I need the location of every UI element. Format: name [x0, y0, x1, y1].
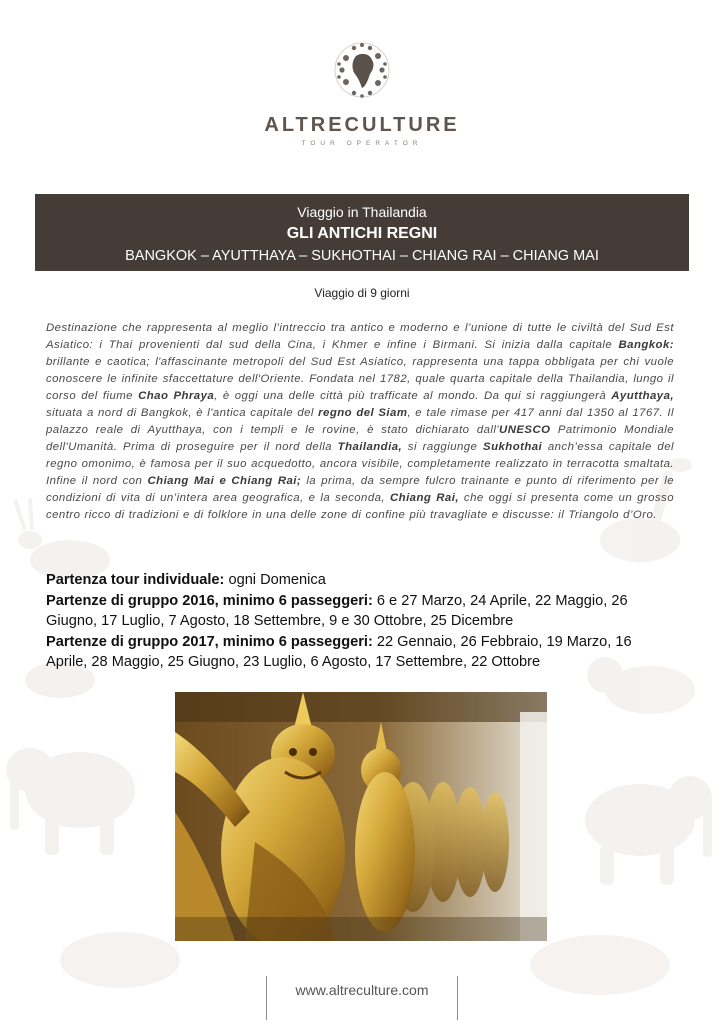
description-text: Destinazione che rappresenta al meglio l’intreccio tra antico e moderno e l’unione di tutte le civiltà del Sud Est Asiatico: i Thai provenienti dal sud della Cina, i Khmer e infine i Birmani. Si inizia dalla capitale: [46, 322, 674, 351]
description-text: brillante e caotica; l'affascinante metropoli del Sud Est Asiatico, rappresenta una tappa obbligata per chi vuole conoscere le infinite sfaccettature dell'Oriente. Fondata nel 1782, quale quarta capitale della Thailandia, lungo il corso del fiume: [46, 356, 674, 402]
description-text: , è oggi una delle città più trafficate al mondo. Da qui si raggiungerà: [214, 390, 612, 402]
departures-section: [46, 570, 676, 673]
elephant-watermark-icon: [6, 748, 135, 855]
title-banner: [35, 194, 689, 271]
description-highlight: UNESCO: [499, 424, 551, 436]
temple-garuda-photo: [175, 692, 547, 941]
description-highlight: regno del Siam: [318, 407, 408, 419]
departure-dates: 22 Gennaio, 26 Febbraio, 19 Marzo, 16 Aprile, 28 Maggio, 25 Giugno, 23 Luglio, 6 Agosto, 17 Settembre, 22 Ottobre: [46, 633, 632, 670]
description-text: , e tale rimase per 417 anni dal 1350 al 1767. Il palazzo reale di Ayutthaya, con i templi e le rovine, è stato dichiarato dall': [46, 407, 674, 436]
departure-line: [46, 591, 676, 632]
description-paragraph: [46, 320, 674, 524]
website-link[interactable]: www.altreculture.com: [295, 982, 429, 998]
departure-line: [46, 632, 676, 673]
departure-label: Partenze di gruppo 2016, minimo 6 passeggeri:: [46, 592, 373, 609]
description-highlight: Chiang Mai e Chiang Rai;: [147, 475, 302, 487]
elephant-watermark-icon: [585, 776, 712, 885]
description-text: che oggi si presenta come un grosso centro ricco di tradizioni e di folklore in una delle zone di confine più travagliate e discusse: il Triangolo d’Oro.: [46, 492, 674, 521]
route-line: BANGKOK – AYUTTHAYA – SUKHOTHAI – CHIANG RAI – CHIANG MAI: [125, 248, 599, 264]
description-highlight: Ayutthaya,: [611, 390, 674, 402]
description-text: anch’essa capitale del regno omonimo, è famosa per il suo acquedotto, ancora visibile, completamente realizzato in terracotta smaltata. Infine il nord con: [46, 441, 674, 487]
logo-tagline: TOUR OPERATOR: [301, 140, 423, 147]
description-highlight: Chiang Rai,: [389, 492, 459, 504]
description-text: Patrimonio Mondiale dell'Umanità. Prima di proseguire per il nord della: [46, 424, 674, 453]
logo-emblem-icon: [332, 40, 392, 100]
departure-line: [46, 570, 676, 591]
description-highlight: Bangkok:: [618, 339, 674, 351]
description-highlight: Thailandia,: [337, 441, 403, 453]
trip-duration: Viaggio di 9 giorni: [314, 286, 410, 300]
description-highlight: Sukhothai: [483, 441, 543, 453]
description-text: la prima, da sempre fulcro trainante e punto di riferimento per le condizioni di vita di un’intera area geografica, e la seconda,: [46, 475, 675, 504]
departure-label: Partenza tour individuale:: [46, 572, 225, 588]
description-highlight: Chao Phraya: [138, 390, 215, 402]
banner-subtitle: Viaggio in Thailandia: [297, 204, 427, 220]
page-title: GLI ANTICHI REGNI: [286, 225, 438, 242]
departure-dates: 6 e 27 Marzo, 24 Aprile, 22 Maggio, 26 Giugno, 17 Luglio, 7 Agosto, 18 Settembre, 9 e 30 Ottobre, 25 Dicembre: [46, 592, 628, 629]
description-text: situata a nord di Bangkok, è l'antica capitale del: [46, 407, 319, 419]
departure-dates: ogni Domenica: [224, 572, 326, 588]
description-text: si raggiunge: [402, 441, 484, 453]
logo-wordmark: ALTRECULTURE: [264, 114, 460, 136]
departure-label: Partenze di gruppo 2017, minimo 6 passeggeri:: [46, 633, 373, 650]
